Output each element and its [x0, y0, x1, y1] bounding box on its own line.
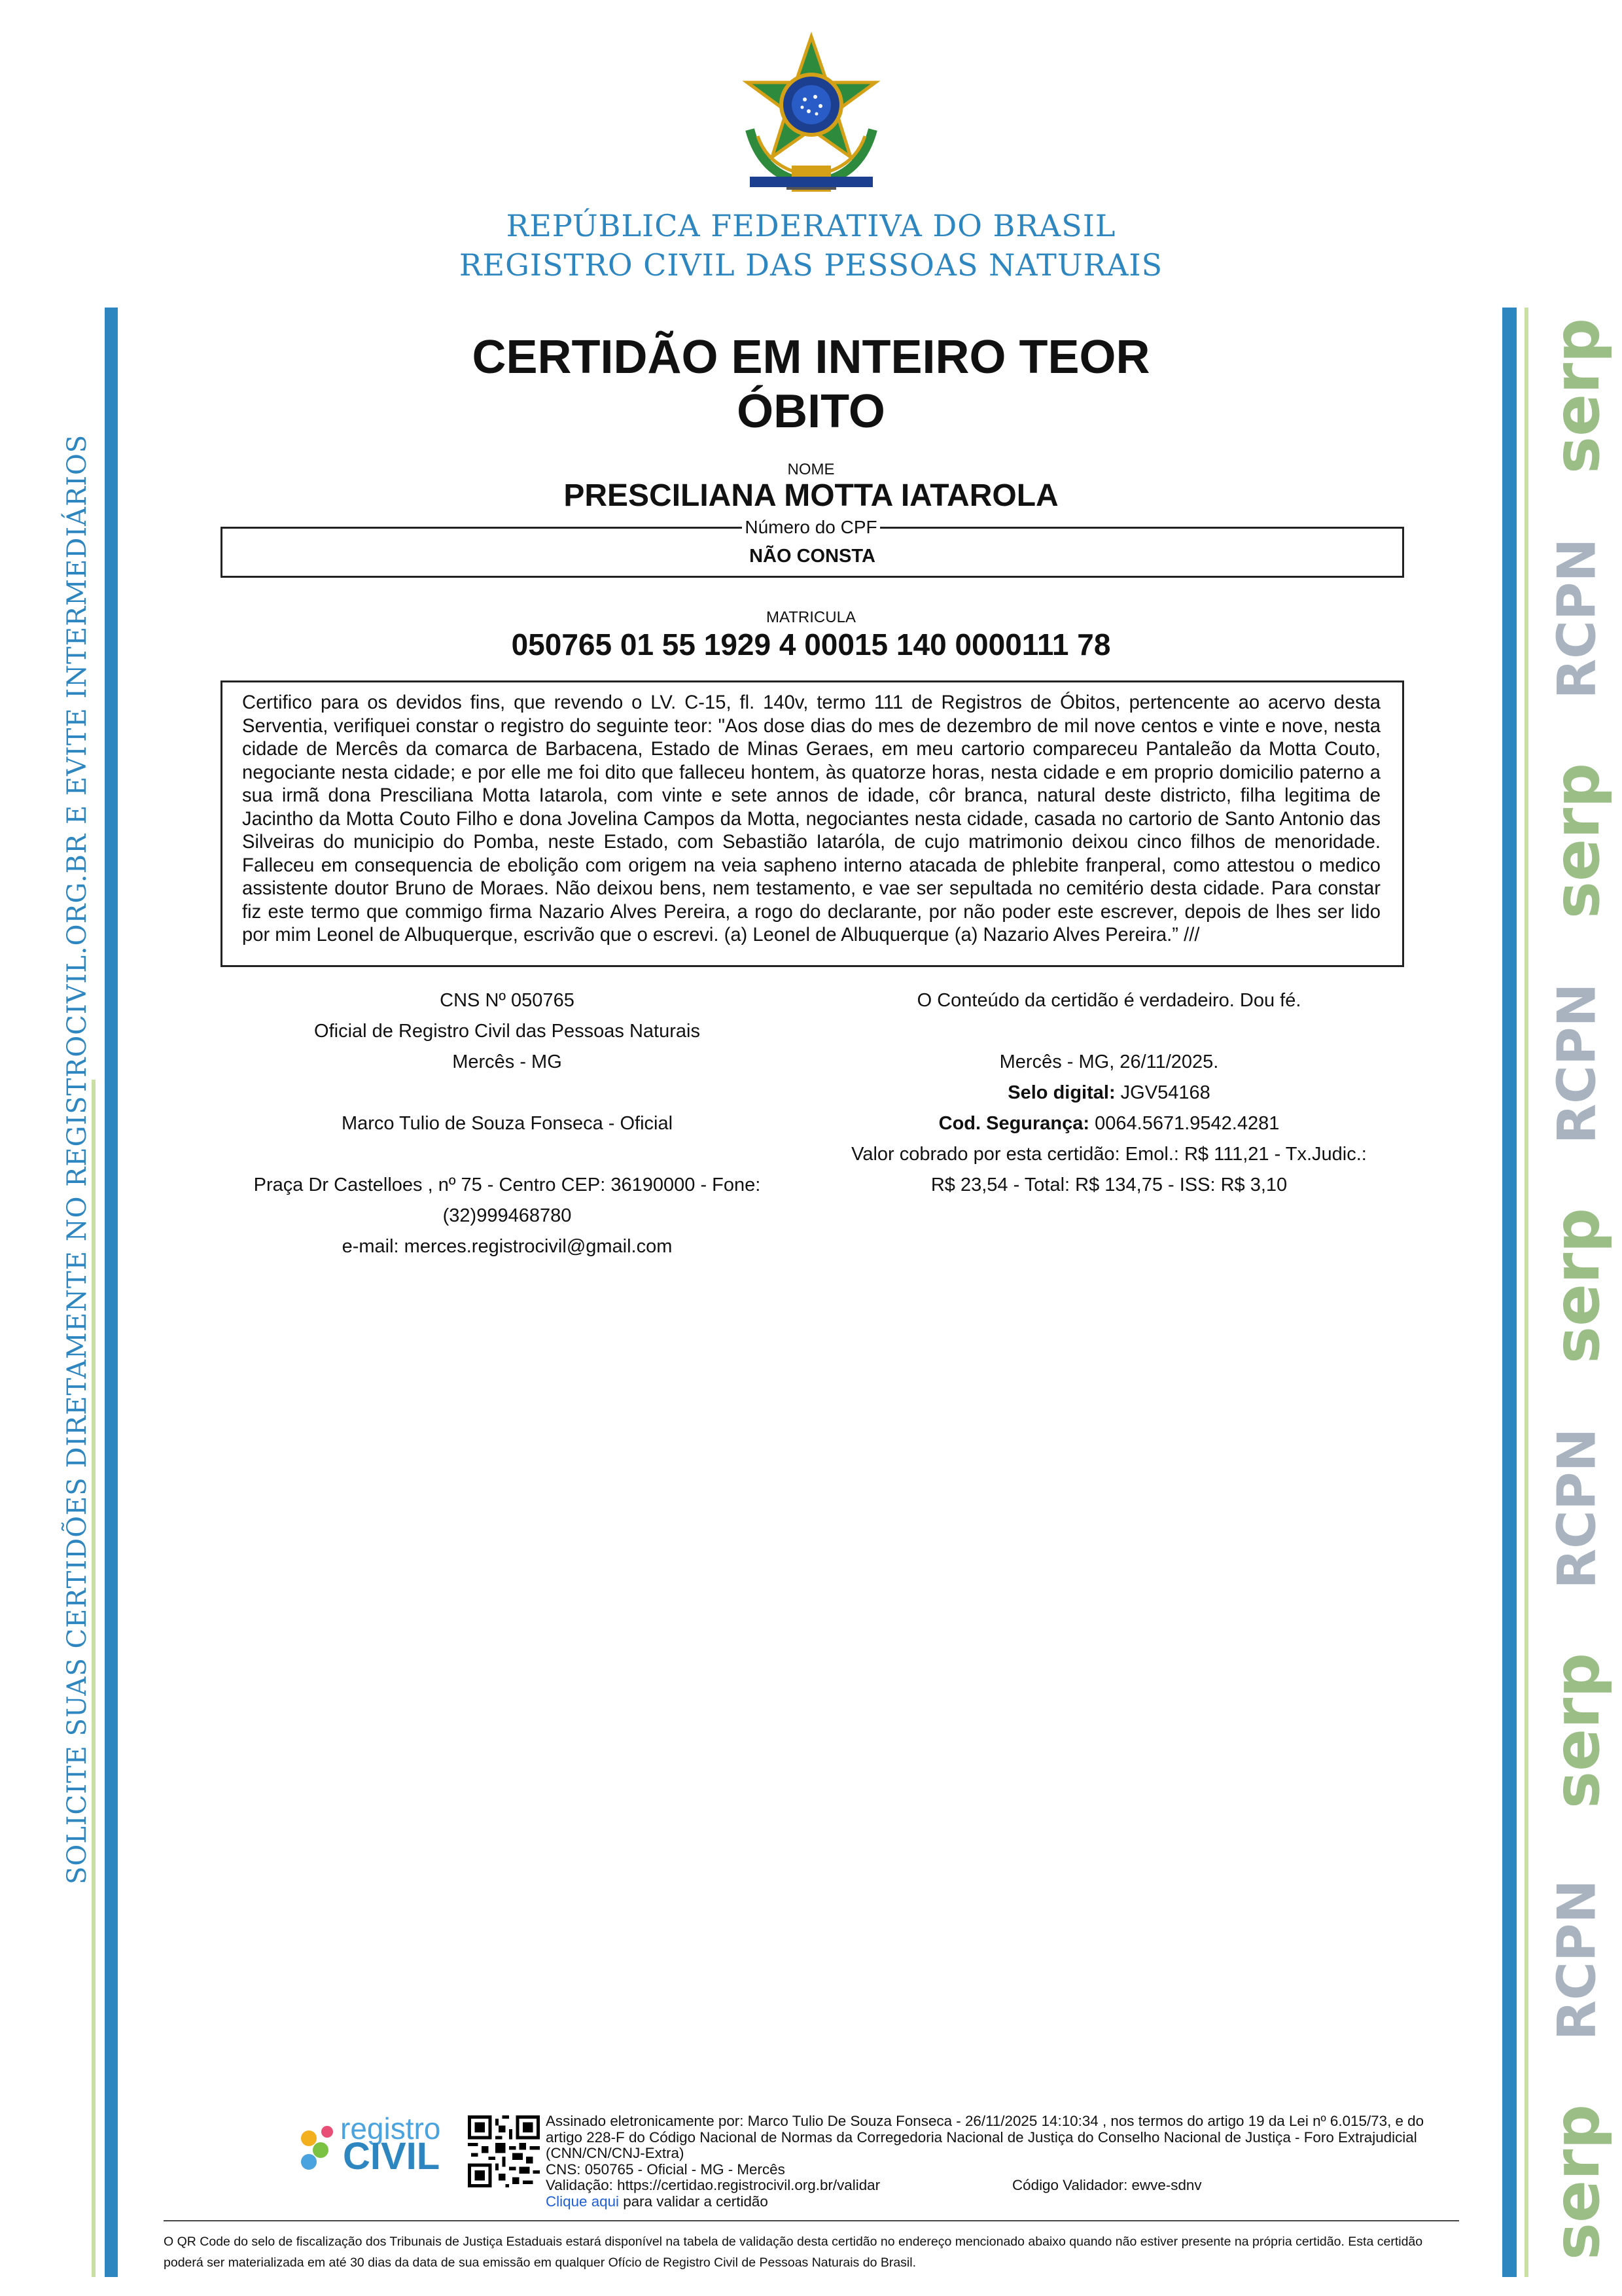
cpf-value: NÃO CONSTA: [749, 546, 875, 567]
cod-value: 0064.5671.9542.4281: [1095, 1113, 1280, 1134]
logo-registro-text: registro: [340, 2111, 441, 2146]
footer-note: O QR Code do selo de fiscalização dos Tribunais de Justiça Estaduais estará disponível na tabela de validação desta certidão no endereço mencionado abaixo quando não estiver presente na própria certidão. Esta certidão poderá ser materializada em até 30 dias da data de sua emissão em qualquer Ofício de Registro Civil de Pessoas Naturais do Brasil.: [164, 2234, 1423, 2270]
office-cns: CNS Nº 050765: [440, 990, 574, 1011]
right-green-stripe: [1525, 308, 1528, 2277]
matricula-value: 050765 01 55 1929 4 00015 140 0000111 78: [511, 627, 1111, 662]
selo-digital: [851, 1078, 1367, 1108]
matricula-label: MATRICULA: [766, 609, 856, 626]
document-title: CERTIDÃO EM INTEIRO TEOR: [472, 331, 1150, 383]
cod-label: Cod. Segurança:: [938, 1113, 1090, 1134]
rcpn-watermark: RCPN: [1546, 538, 1608, 699]
rcpn-watermark: RCPN: [1546, 1428, 1608, 1589]
nome-value: PRESCILIANA MOTTA IATAROLA: [563, 478, 1059, 513]
signature-line-1: Assinado eletronicamente por: Marco Tulio De Souza Fonseca - 26/11/2025 14:10:34 , nos termos do artigo 19 da Lei nº 6.015/73, e do artigo 228-F do Código Nacional de Normas da Corregedoria Nacional de Justiça do Conselho Nacional de Justiça - Foro Extrajudicial (CNN/CN/CNJ-Extra): [546, 2113, 1424, 2161]
validator-code: Código Validador: ewve-sdnv: [1012, 2177, 1202, 2193]
signature-line-2: CNS: 050765 - Oficial - MG - Mercês: [546, 2161, 785, 2178]
click-row: [546, 2194, 1432, 2210]
coat-of-arms-emblem: [724, 31, 899, 200]
office-officer: Marco Tulio de Souza Fonseca - Oficial: [341, 1113, 673, 1134]
office-name: Oficial de Registro Civil das Pessoas Naturais: [314, 1021, 700, 1042]
serp-watermark: serp: [1540, 317, 1613, 474]
attest-statement: O Conteúdo da certidão é verdadeiro. Dou fé.: [917, 990, 1301, 1011]
footer-divider: [164, 2220, 1459, 2221]
attest-fees: Valor cobrado por esta certidão: Emol.: R$ 111,21 - Tx.Judic.: R$ 23,54 - Total: R$ 134,75 - ISS: R$ 3,10: [851, 1144, 1367, 1195]
click-here-link[interactable]: Clique aqui: [546, 2193, 620, 2210]
rcpn-watermark: RCPN: [1546, 1879, 1608, 2040]
serp-watermark: serp: [1540, 1207, 1613, 1364]
cpf-label: [0, 517, 1622, 538]
validation-row: [546, 2178, 1432, 2194]
document-subtitle: ÓBITO: [737, 385, 885, 438]
serp-watermark: serp: [1540, 1652, 1613, 1809]
validation-url: Validação: https://certidao.registrocivil.org.br/validar: [546, 2177, 881, 2193]
office-info: [209, 985, 805, 1262]
cpf-label-text: Número do CPF: [742, 517, 879, 537]
rcpn-watermark: RCPN: [1546, 983, 1608, 1144]
teor-text: Certifico para os devidos fins, que revendo o LV. C-15, fl. 140v, termo 111 de Registros de Óbitos, pertencente ao acervo desta Serventia, verifiquei constar o registro do seguinte teor: "Aos dose dias do mes de dezembro de mil nove centos e vinte e nove, nesta cidade de Mercês da comarca de Barbacena, Estado de Minas Geraes, em meu cartorio compareceu Pantaleão da Motta Couto, negociante nesta cidade; e por elle me foi dito que falleceu hontem, às quatorze horas, nesta cidade e em proprio domicilio paterno a sua irmã dona Presciliana Motta Iatarola, com vinte e sete annos de idade, côr branca, natural deste districto, filha legitima de Jacintho da Motta Couto Filho e dona Jovelina Campos da Motta, negociantes nesta cidade, casada no cartorio de Santo Antonio das Silveiras do municipio do Pomba, neste Estado, com Sebastião Iataróla, de cujo matrimonio deixou cinco filhos de menoridade. Falleceu em consequencia de ebolição com origem na veia sapheno interno atacada de phlebite franperal, como attestou o medico assistente doutor Bruno de Moraes. Não deixou bens, nem testamento, e vae ser sepultada no cemitério desta cidade. Para constar fiz este termo que commigo firma Nazario Alves Pereira, a rogo do declarante, por não poder este escrever, depois de lhes ser lido por mim Leonel de Albuquerque, escrivão que o escrevi. (a) Leonel de Albuquerque (a) Nazario Alves Pereira.” ///: [242, 692, 1381, 945]
signature-block: [546, 2113, 1432, 2210]
serp-watermark: serp: [1540, 2104, 1613, 2261]
nome-label: NOME: [787, 461, 835, 478]
selo-label: Selo digital:: [1008, 1082, 1116, 1103]
header-republica: REPÚBLICA FEDERATIVA DO BRASIL: [506, 208, 1116, 243]
click-rest: para validar a certidão: [623, 2193, 768, 2210]
attest-place-date: Mercês - MG, 26/11/2025.: [999, 1051, 1219, 1072]
qr-code-icon[interactable]: [468, 2115, 540, 2187]
header-registro-civil: REGISTRO CIVIL DAS PESSOAS NATURAIS: [459, 247, 1163, 283]
attest-info: [851, 985, 1367, 1201]
office-address: Praça Dr Castelloes , nº 75 - Centro CEP: 36190000 - Fone: (32)999468780: [253, 1174, 761, 1226]
left-vertical-notice: SOLICITE SUAS CERTIDÕES DIRETAMENTE NO REGISTROCIVIL.ORG.BR E EVITE INTERMEDIÁRIOS: [62, 434, 92, 1884]
office-city: Mercês - MG: [452, 1051, 562, 1072]
selo-value: JGV54168: [1120, 1082, 1210, 1103]
left-blue-stripe: [105, 308, 118, 2277]
serp-watermark: serp: [1540, 762, 1613, 919]
logo-civil-text: CIVIL: [343, 2135, 440, 2178]
office-email: e-mail: merces.registrocivil@gmail.com: [342, 1236, 673, 1257]
right-blue-stripe: [1502, 308, 1517, 2277]
cod-seguranca: [851, 1108, 1367, 1139]
